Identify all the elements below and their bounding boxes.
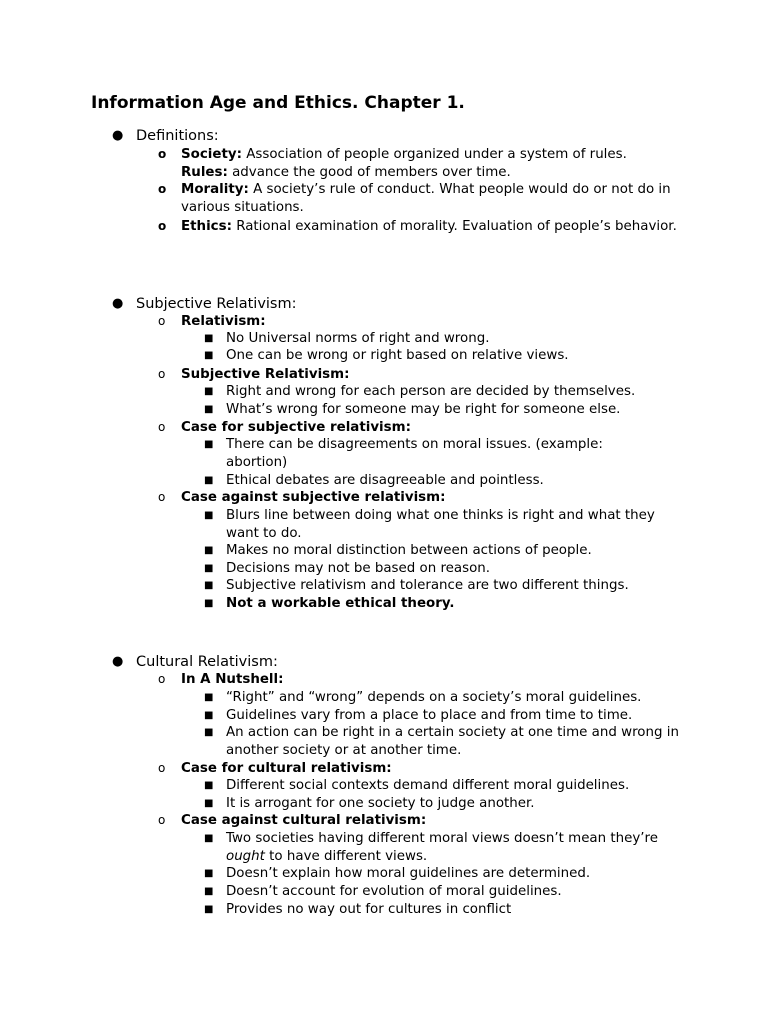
- bullet-disc-icon: ●: [112, 128, 124, 143]
- bullet-circle-icon: o: [158, 813, 166, 827]
- list-item: ■ One can be wrong or right based on relative views.: [204, 348, 569, 363]
- bullet-square-icon: ■: [204, 563, 214, 574]
- bullet-square-icon: ■: [204, 386, 214, 397]
- bullet-circle-icon: o: [158, 490, 166, 504]
- list-item: ■ Two societies having different moral views doesn’t mean they’re ought to have different views.: [204, 831, 658, 864]
- definition-ethics: o Ethics: Rational examination of morality. Evaluation of people’s behavior.: [158, 219, 677, 234]
- list-item: ■ Not a workable ethical theory.: [204, 596, 455, 611]
- section-cultural-heading: ● Cultural Relativism:: [112, 654, 278, 670]
- bullet-square-icon: ■: [204, 475, 214, 486]
- list-item: ■ Different social contexts demand different moral guidelines.: [204, 778, 630, 793]
- list-item: ■ Subjective relativism and tolerance are two different things.: [204, 578, 629, 593]
- list-item: ■ Decisions may not be based on reason.: [204, 561, 491, 576]
- list-item: ■ Makes no moral distinction between actions of people.: [204, 543, 592, 558]
- bullet-disc-icon: ●: [112, 654, 124, 669]
- list-item: ■ “Right” and “wrong” depends on a society’s moral guidelines.: [204, 690, 642, 705]
- bullet-square-icon: ■: [204, 598, 214, 609]
- bullet-square-icon: ■: [204, 833, 214, 844]
- subheading-case-for-cultural: o Case for cultural relativism:: [158, 761, 392, 776]
- list-item: ■ An action can be right in a certain society at one time and wrong in another society or at another time.: [204, 725, 679, 758]
- list-item: ■ Ethical debates are disagreeable and pointless.: [204, 473, 544, 488]
- bullet-square-icon: ■: [204, 904, 214, 915]
- section-subjective-heading: ● Subjective Relativism:: [112, 296, 297, 312]
- bullet-circle-icon: o: [158, 219, 167, 233]
- bullet-square-icon: ■: [204, 886, 214, 897]
- bullet-square-icon: ■: [204, 510, 214, 521]
- list-item: ■ It is arrogant for one society to judge another.: [204, 796, 535, 811]
- section-definitions-heading: ● Definitions:: [112, 128, 219, 144]
- list-item: ■ Doesn’t account for evolution of moral guidelines.: [204, 884, 562, 899]
- bullet-disc-icon: ●: [112, 296, 124, 311]
- bullet-square-icon: ■: [204, 545, 214, 556]
- bullet-circle-icon: o: [158, 672, 166, 686]
- subheading-case-for-subjective: o Case for subjective relativism:: [158, 420, 411, 435]
- bullet-square-icon: ■: [204, 333, 214, 344]
- document-title: Information Age and Ethics. Chapter 1.: [91, 93, 465, 113]
- bullet-square-icon: ■: [204, 439, 214, 450]
- bullet-square-icon: ■: [204, 727, 214, 738]
- list-item: ■ Guidelines vary from a place to place and from time to time.: [204, 708, 633, 723]
- subheading-case-against-subjective: o Case against subjective relativism:: [158, 490, 446, 505]
- list-item: ■ Right and wrong for each person are decided by themselves.: [204, 384, 636, 399]
- list-item: ■ Doesn’t explain how moral guidelines are determined.: [204, 866, 591, 881]
- list-item: ■ Provides no way out for cultures in conflict: [204, 902, 512, 917]
- bullet-square-icon: ■: [204, 404, 214, 415]
- list-item: ■ Blurs line between doing what one thinks is right and what they want to do.: [204, 508, 655, 541]
- bullet-square-icon: ■: [204, 868, 214, 879]
- list-item: ■ There can be disagreements on moral issues. (example: abortion): [204, 437, 603, 470]
- bullet-square-icon: ■: [204, 580, 214, 591]
- bullet-square-icon: ■: [204, 780, 214, 791]
- list-item: ■ No Universal norms of right and wrong.: [204, 331, 490, 346]
- bullet-square-icon: ■: [204, 692, 214, 703]
- subheading-subjective-relativism: o Subjective Relativism:: [158, 367, 350, 382]
- bullet-square-icon: ■: [204, 798, 214, 809]
- definition-morality: o Morality: A society’s rule of conduct. What people would do or not do in various situations.: [158, 182, 671, 215]
- bullet-square-icon: ■: [204, 710, 214, 721]
- definition-society: o Society: Association of people organized under a system of rules. Rules: advance the good of members over time.: [158, 147, 627, 180]
- list-item: ■ What’s wrong for someone may be right for someone else.: [204, 402, 621, 417]
- subheading-in-a-nutshell: o In A Nutshell:: [158, 672, 284, 687]
- bullet-circle-icon: o: [158, 314, 166, 328]
- subheading-case-against-cultural: o Case against cultural relativism:: [158, 813, 427, 828]
- bullet-circle-icon: o: [158, 182, 167, 196]
- bullet-circle-icon: o: [158, 761, 166, 775]
- subheading-relativism: o Relativism:: [158, 314, 266, 329]
- bullet-circle-icon: o: [158, 147, 167, 161]
- bullet-circle-icon: o: [158, 367, 166, 381]
- bullet-square-icon: ■: [204, 350, 214, 361]
- bullet-circle-icon: o: [158, 420, 166, 434]
